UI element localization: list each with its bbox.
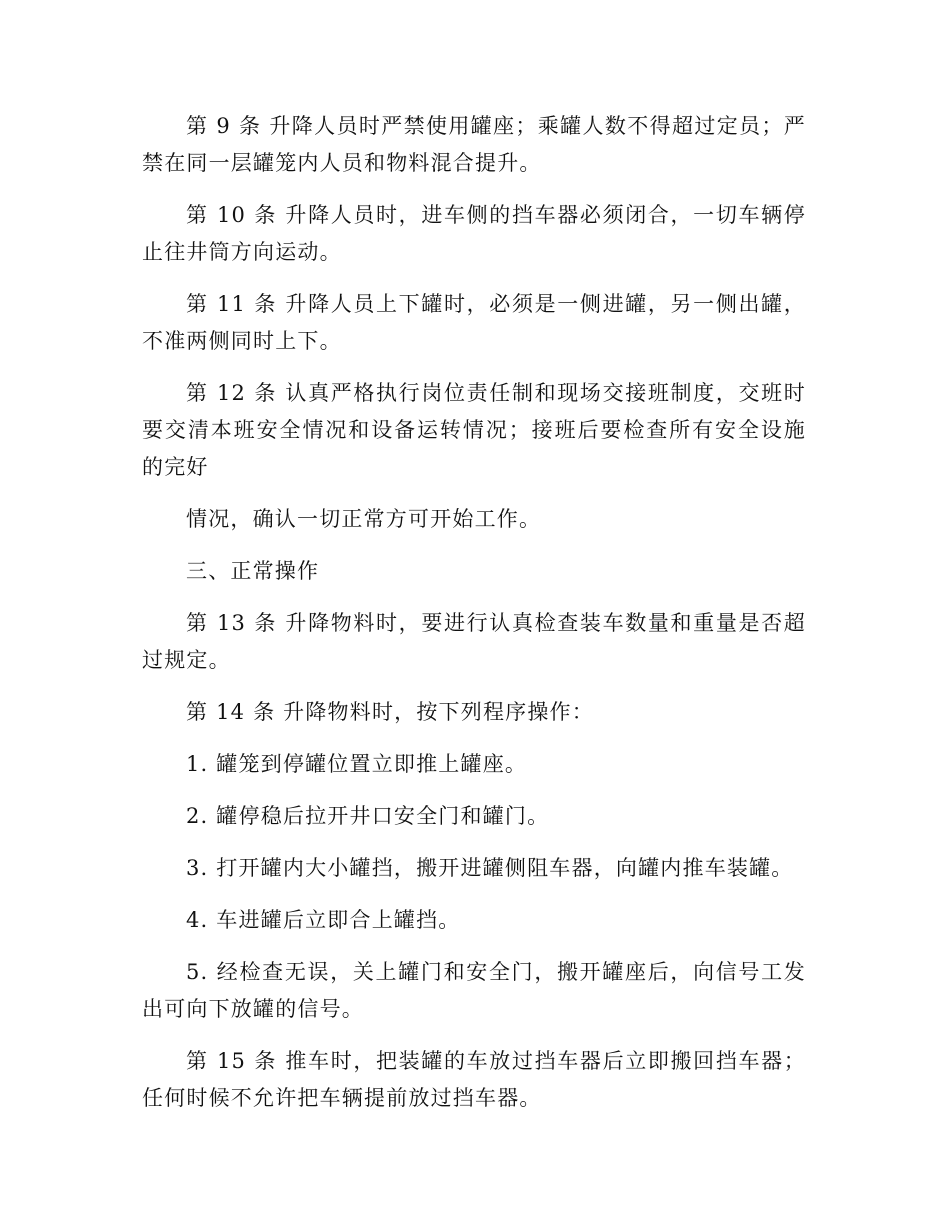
paragraph-article-15: 第 15 条 推车时，把装罐的车放过挡车器后立即搬回挡车器；任何时候不允许把车辆提前放过挡车器。 xyxy=(142,1049,806,1110)
paragraph-article-13: 第 13 条 升降物料时，要进行认真检查装车数量和重量是否超过规定。 xyxy=(142,611,806,672)
document-page xyxy=(142,108,806,1132)
paragraph-article-11: 第 11 条 升降人员上下罐时，必须是一侧进罐，另一侧出罐，不准两侧同时上下。 xyxy=(142,292,806,353)
paragraph-article-12: 第 12 条 认真严格执行岗位责任制和现场交接班制度，交班时要交清本班安全情况和设备运转情况；接班后要检查所有安全设施的完好 xyxy=(142,381,806,479)
list-item-step-3: 3. 打开罐内大小罐挡，搬开进罐侧阻车器，向罐内推车装罐。 xyxy=(186,856,794,880)
paragraph-article-9: 第 9 条 升降人员时严禁使用罐座；乘罐人数不得超过定员；严禁在同一层罐笼内人员和物料混合提升。 xyxy=(142,114,806,175)
paragraph-article-10: 第 10 条 升降人员时，进车侧的挡车器必须闭合，一切车辆停止往井筒方向运动。 xyxy=(142,203,806,264)
paragraph-article-14: 第 14 条 升降物料时，按下列程序操作： xyxy=(186,700,594,724)
list-item-step-2: 2. 罐停稳后拉开井口安全门和罐门。 xyxy=(186,804,550,828)
paragraph-article-12-continued: 情况，确认一切正常方可开始工作。 xyxy=(186,507,542,531)
section-heading-normal-operation: 三、正常操作 xyxy=(186,559,320,583)
list-item-step-1: 1. 罐笼到停罐位置立即推上罐座。 xyxy=(186,752,528,776)
list-item-step-5: 5. 经检查无误，关上罐门和安全门，搬开罐座后，向信号工发出可向下放罐的信号。 xyxy=(142,960,806,1021)
list-item-step-4: 4. 车进罐后立即合上罐挡。 xyxy=(186,908,461,932)
